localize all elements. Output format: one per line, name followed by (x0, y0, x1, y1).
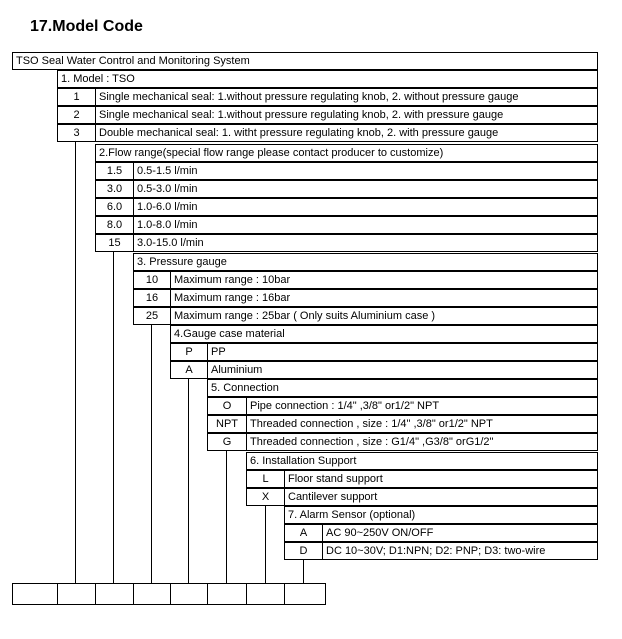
option-code: 3 (57, 124, 96, 142)
option-code: 6.0 (95, 198, 134, 216)
connector-line (75, 142, 76, 583)
option-description: DC 10~30V; D1:NPN; D2: PNP; D3: two-wire (322, 542, 598, 560)
option-code: G (207, 433, 247, 451)
connector-line (188, 379, 189, 583)
option-description: Pipe connection : 1/4" ,3/8" or1/2" NPT (246, 397, 598, 415)
option-description: 0.5-3.0 l/min (133, 180, 598, 198)
option-description: Maximum range : 16bar (170, 289, 598, 307)
code-box (207, 583, 247, 605)
option-code: 16 (133, 289, 171, 307)
connector-line (113, 252, 114, 583)
section-header: 4.Gauge case material (170, 325, 598, 343)
option-description: Threaded connection , size : 1/4" ,3/8" or1/2" NPT (246, 415, 598, 433)
option-code: O (207, 397, 247, 415)
section-header: 2.Flow range(special flow range please contact producer to customize) (95, 144, 598, 162)
section-header: 3. Pressure gauge (133, 253, 598, 271)
section-header: 1. Model : TSO (57, 70, 598, 88)
code-box (284, 583, 326, 605)
system-title: TSO Seal Water Control and Monitoring System (12, 52, 598, 70)
option-description: Single mechanical seal: 1.without pressure regulating knob, 2. without pressure gauge (95, 88, 598, 106)
code-box (95, 583, 134, 605)
option-code: P (170, 343, 208, 361)
option-code: 1.5 (95, 162, 134, 180)
option-code: 25 (133, 307, 171, 325)
option-description: Threaded connection , size : G1/4" ,G3/8" orG1/2" (246, 433, 598, 451)
option-code: L (246, 470, 285, 488)
option-description: Maximum range : 25bar ( Only suits Aluminium case ) (170, 307, 598, 325)
connector-line (303, 560, 304, 583)
section-header: 6. Installation Support (246, 452, 598, 470)
section-header: 5. Connection (207, 379, 598, 397)
option-code: A (284, 524, 323, 542)
option-code: A (170, 361, 208, 379)
option-description: 1.0-8.0 l/min (133, 216, 598, 234)
option-code: 3.0 (95, 180, 134, 198)
code-box (133, 583, 171, 605)
option-code: 10 (133, 271, 171, 289)
connector-line (226, 451, 227, 583)
option-description: Aluminium (207, 361, 598, 379)
option-code: NPT (207, 415, 247, 433)
section-header: 7. Alarm Sensor (optional) (284, 506, 598, 524)
option-description: 0.5-1.5 l/min (133, 162, 598, 180)
option-code: 1 (57, 88, 96, 106)
option-code: X (246, 488, 285, 506)
option-description: 3.0-15.0 l/min (133, 234, 598, 252)
option-code: 15 (95, 234, 134, 252)
code-box (170, 583, 208, 605)
option-code: 2 (57, 106, 96, 124)
code-box (246, 583, 285, 605)
option-description: Single mechanical seal: 1.without pressure regulating knob, 2. with pressure gauge (95, 106, 598, 124)
option-code: D (284, 542, 323, 560)
option-description: Double mechanical seal: 1. witht pressure regulating knob, 2. with pressure gauge (95, 124, 598, 142)
option-description: Floor stand support (284, 470, 598, 488)
option-description: Maximum range : 10bar (170, 271, 598, 289)
option-description: Cantilever support (284, 488, 598, 506)
option-description: 1.0-6.0 l/min (133, 198, 598, 216)
option-description: PP (207, 343, 598, 361)
connector-line (151, 325, 152, 583)
option-description: AC 90~250V ON/OFF (322, 524, 598, 542)
code-box (57, 583, 96, 605)
page-title: 17.Model Code (30, 18, 143, 35)
option-code: 8.0 (95, 216, 134, 234)
connector-line (265, 506, 266, 583)
code-box (12, 583, 58, 605)
